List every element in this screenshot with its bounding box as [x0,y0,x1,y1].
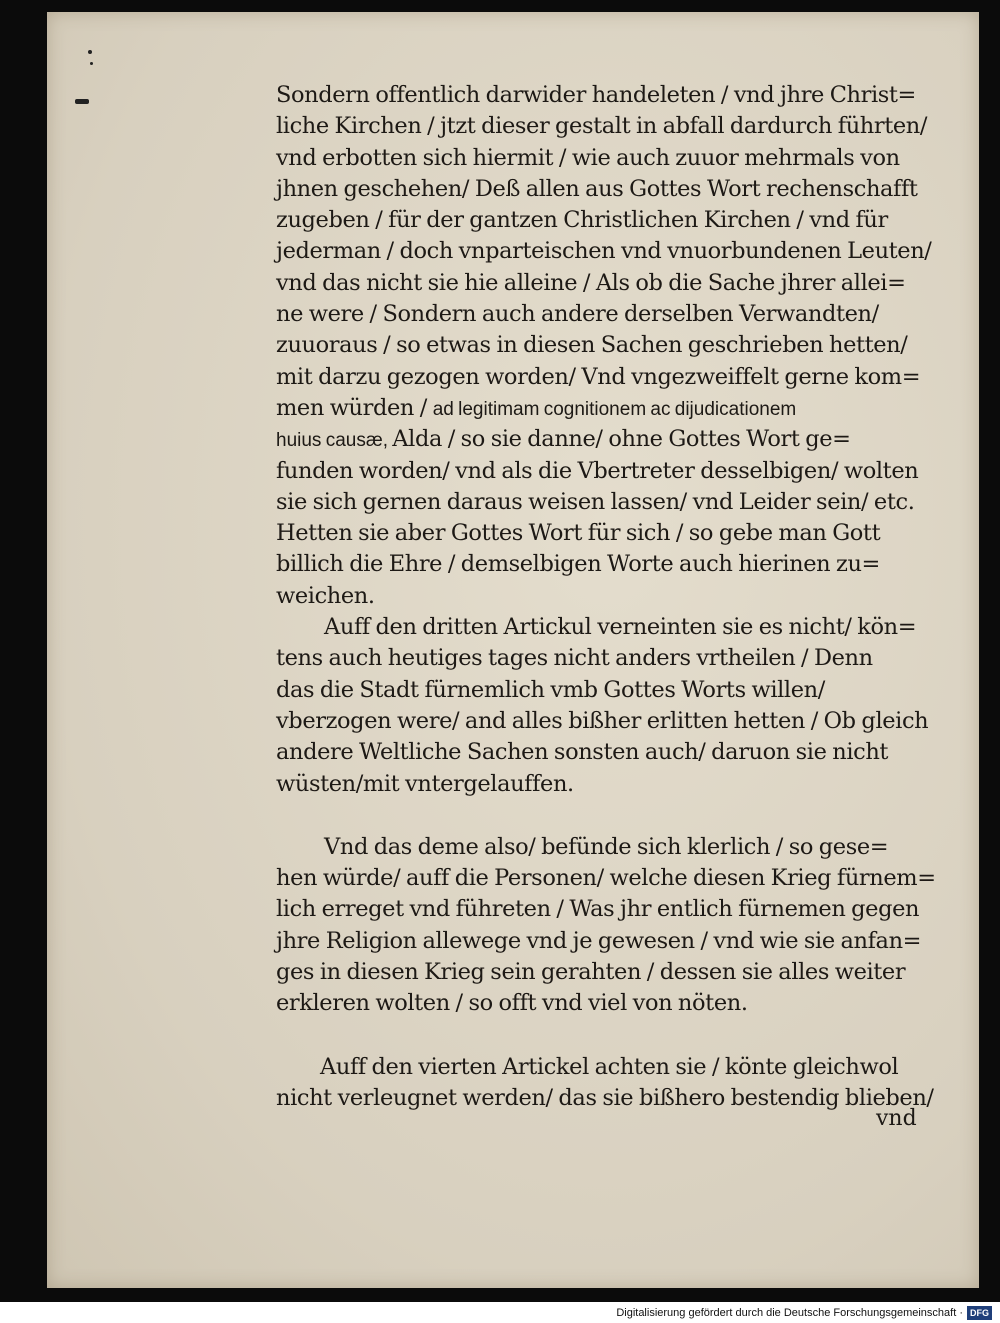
text-line: jederman / doch vnparteischen vnd vnuorbundenen Leuten/ [276,238,932,265]
page-text [276,80,936,1114]
text-line [276,393,924,424]
text-line: ges in diesen Krieg sein gerahten / dessen sie alles weiter [276,959,906,986]
text-line: Auff den vierten Artickel achten sie / könte gleichwol [320,1053,899,1080]
digitization-credit [616,1304,992,1322]
paragraph-gap [276,1020,924,1052]
text-line: Vnd das deme also/ befünde sich klerlich / so gese= [324,833,889,860]
text-line: tens auch heutiges tages nicht anders vrtheilen / Denn [276,645,873,672]
paragraph-gap [276,800,924,832]
credit-text: Digitalisierung gefördert durch die Deutsche Forschungsgemeinschaft · [616,1307,963,1319]
text-segment: Alda / so sie danne/ ohne Gottes Wort ge= [392,426,851,453]
latin-phrase: huius causæ, [276,430,393,452]
text-line: vnd das nicht sie hie alleine / Als ob die Sache jhrer allei= [276,269,906,296]
text-line: liche Kirchen / jtzt dieser gestalt in abfall dardurch führten/ [276,113,928,140]
dfg-logo-icon: DFG [967,1306,992,1320]
text-line: zuuoraus / so etwas in diesen Sachen geschrieben hetten/ [276,332,908,359]
text-line: andere Weltliche Sachen sonsten auch/ daruon sie nicht [276,739,889,766]
text-line: weichen. [276,582,375,609]
text-line: wüsten/mit vntergelauffen. [276,770,574,797]
text-line: nicht verleugnet werden/ das sie bißhero bestendig blieben/ [276,1084,934,1111]
gutter-mark [90,62,93,65]
gutter-mark [88,50,92,54]
text-line: billich die Ehre / demselbigen Worte auch hierinen zu= [276,551,881,578]
text-line: mit darzu gezogen worden/ Vnd vngezweiffelt gerne kom= [276,363,921,390]
gutter-mark [75,99,89,104]
text-line: hen würde/ auff die Personen/ welche diesen Krieg fürnem= [276,865,936,892]
text-line: sie sich gernen daraus weisen lassen/ vnd Leider sein/ etc. [276,488,915,515]
text-line: Auff den dritten Artickul verneinten sie es nicht/ kön= [324,614,917,641]
text-line: Sondern offentlich darwider handeleten / vnd jhre Christ= [276,82,917,108]
text-line: vberzogen were/ and alles bißher erlitten hetten / Ob gleich [276,707,929,734]
text-line: erkleren wolten / so offt vnd viel von nöten. [276,990,748,1017]
catchword: vnd [876,1106,917,1131]
text-line: jhnen geschehen/ Deß allen aus Gottes Wort rechenschafft [276,175,918,202]
text-line: vnd erbotten sich hiermit / wie auch zuuor mehrmals von [276,144,900,171]
text-segment: men würden / [276,394,433,421]
text-line: ne were / Sondern auch andere derselben Verwandten/ [276,301,879,328]
text-line: Hetten sie aber Gottes Wort für sich / so gebe man Gott [276,520,881,547]
text-line: das die Stadt fürnemlich vmb Gottes Worts willen/ [276,676,825,703]
text-line [276,424,924,455]
text-line: jhre Religion allewege vnd je gewesen / vnd wie sie anfan= [276,927,922,954]
text-line: zugeben / für der gantzen Christlichen Kirchen / vnd für [276,207,888,234]
text-line: lich erreget vnd führeten / Was jhr entlich fürnemen gegen [276,896,920,923]
latin-phrase: ad legitimam cognitionem ac dijudicationem [432,398,797,420]
text-line: funden worden/ vnd als die Vbertreter desselbigen/ wolten [276,457,919,484]
